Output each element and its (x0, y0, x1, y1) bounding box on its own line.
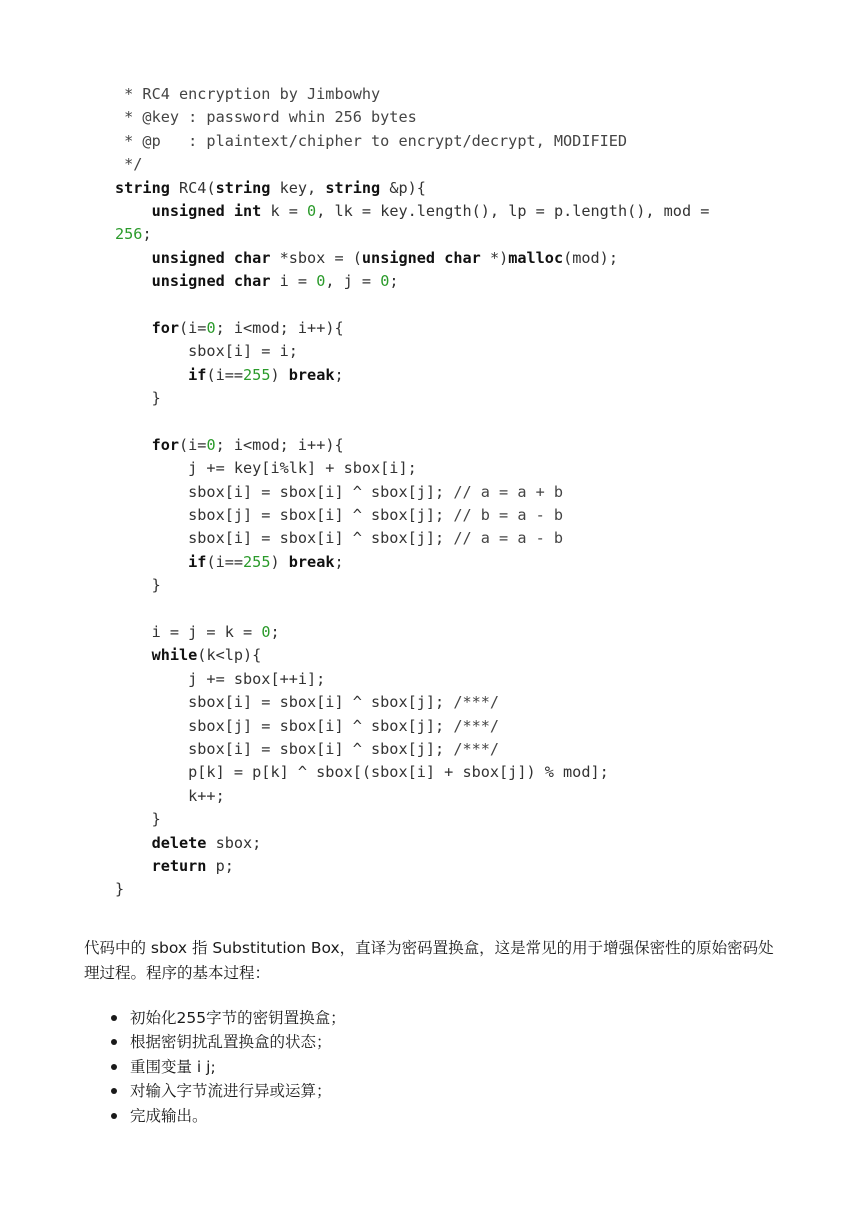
code-line (115, 808, 709, 831)
code-comment: // a = a - b (453, 529, 564, 548)
code-line (115, 785, 709, 808)
code-text: , j = (325, 272, 381, 291)
code-keyword: char (233, 248, 271, 267)
code-keyword: int (233, 201, 262, 220)
code-line (115, 434, 709, 457)
code-line (115, 153, 709, 176)
bullet-icon (111, 1064, 117, 1070)
code-line (115, 738, 709, 761)
code-keyword: char (233, 272, 271, 291)
code-text: sbox[i] = i; (115, 342, 298, 361)
code-text: ; (334, 365, 344, 384)
code-text: sbox[i] = sbox[i] ^ sbox[j]; (115, 739, 454, 758)
code-line (115, 527, 709, 550)
code-text (115, 249, 152, 267)
code-text (115, 646, 152, 664)
code-line (115, 691, 709, 714)
code-comment: /***/ (453, 693, 500, 712)
code-text: ) (270, 552, 289, 571)
code-text: ; (389, 272, 399, 291)
code-line (115, 621, 709, 644)
code-text: } (115, 576, 161, 595)
code-keyword: unsigned (151, 201, 225, 220)
list-item (108, 1006, 346, 1030)
code-text: ; (270, 622, 280, 641)
code-text: (i== (206, 365, 244, 384)
step-text: 对输入字节流进行异或运算； (130, 1082, 332, 1101)
code-line (115, 294, 709, 317)
code-text: i = (270, 272, 317, 291)
code-keyword: if (188, 365, 207, 384)
code-text: (i== (206, 552, 244, 571)
code-line (115, 598, 709, 621)
code-text: j += key[i%lk] + sbox[i]; (115, 459, 417, 478)
code-text (225, 249, 234, 267)
code-text: key, (270, 178, 326, 197)
code-keyword: char (444, 248, 481, 267)
code-text: &p){ (380, 178, 426, 197)
code-text: ; i<mod; i++){ (215, 435, 344, 454)
code-keyword: unsigned (151, 272, 225, 291)
code-line (115, 855, 709, 878)
code-line (115, 504, 709, 527)
code-text: sbox[i] = sbox[i] ^ sbox[j]; (115, 693, 454, 712)
code-number: 0 (380, 272, 390, 291)
code-text: (i= (179, 435, 207, 454)
code-keyword: return (151, 856, 207, 875)
code-line (115, 317, 709, 340)
code-text: j += sbox[++i]; (115, 669, 326, 688)
code-text: ) (270, 365, 289, 384)
code-line (115, 481, 709, 504)
code-text (225, 202, 234, 220)
code-line (115, 715, 709, 738)
code-text: *) (480, 248, 509, 267)
code-line (115, 574, 709, 597)
code-comment: * RC4 encryption by Jimbowhy (115, 85, 381, 103)
code-text: k++; (115, 786, 225, 805)
code-comment: */ (115, 155, 143, 174)
code-number: 255 (243, 365, 271, 384)
code-text: (i= (179, 318, 207, 337)
code-line (115, 878, 709, 901)
code-line (115, 832, 709, 855)
code-number: 0 (206, 435, 216, 454)
code-text: } (115, 880, 125, 899)
code-comment: * @p : plaintext/chipher to encrypt/decrypt, MODIFIED (115, 131, 628, 150)
code-text: k = (261, 201, 308, 220)
code-line (115, 551, 709, 574)
code-text: *sbox = ( (270, 248, 362, 267)
code-keyword: string (115, 178, 170, 197)
code-text: sbox[j] = sbox[i] ^ sbox[j]; (115, 506, 454, 525)
list-item (108, 1055, 346, 1079)
code-number: 0 (261, 622, 271, 641)
code-text: RC4( (169, 178, 216, 197)
list-item (108, 1079, 346, 1103)
code-line (115, 83, 709, 106)
code-text (115, 553, 188, 571)
code-text (115, 834, 152, 852)
code-keyword: string (325, 178, 381, 197)
code-text: (mod); (563, 248, 618, 267)
code-comment: // b = a - b (453, 506, 564, 525)
code-number: 0 (316, 272, 326, 291)
list-item (108, 1104, 346, 1128)
list-item (108, 1030, 346, 1054)
code-line (115, 668, 709, 691)
code-line (115, 247, 709, 270)
code-comment: /***/ (453, 716, 500, 735)
code-text: sbox[j] = sbox[i] ^ sbox[j]; (115, 716, 454, 735)
bullet-icon (111, 1113, 117, 1119)
code-text: (k<lp){ (197, 646, 262, 665)
code-text (115, 436, 152, 454)
code-line (115, 223, 709, 246)
code-number: 255 (243, 552, 271, 571)
code-text (115, 366, 188, 384)
code-text: i = j = k = (115, 622, 262, 641)
code-line (115, 457, 709, 480)
code-keyword: while (151, 646, 198, 665)
code-text: p; (206, 856, 234, 875)
bullet-icon (111, 1015, 117, 1021)
code-keyword: delete (151, 833, 207, 852)
code-line (115, 177, 709, 200)
code-number: 256 (115, 225, 143, 244)
code-line (115, 270, 709, 293)
code-line (115, 130, 709, 153)
bullet-icon (111, 1039, 117, 1045)
code-keyword: unsigned (361, 248, 436, 267)
step-text: 根据密钥扰乱置换盒的状态； (130, 1033, 332, 1052)
code-line (115, 644, 709, 667)
code-line (115, 387, 709, 410)
code-line (115, 761, 709, 784)
code-text (115, 272, 152, 290)
code-text: ; (142, 225, 152, 244)
code-number: 0 (206, 318, 216, 337)
code-comment: * @key : password whin 256 bytes (115, 108, 417, 127)
code-keyword: if (188, 552, 207, 571)
step-text: 完成输出。 (130, 1106, 208, 1125)
step-text: 重围变量 i j; (130, 1057, 216, 1076)
code-keyword: malloc (508, 248, 564, 267)
code-keyword: for (151, 435, 180, 454)
code-text (115, 202, 152, 220)
code-text: p[k] = p[k] ^ sbox[(sbox[i] + sbox[j]) % mod]; (115, 763, 609, 782)
code-text (435, 249, 444, 267)
code-keyword: for (151, 318, 180, 337)
code-text: } (115, 389, 161, 408)
code-text: } (115, 810, 161, 829)
explanation-paragraph: 代码中的 sbox 指 Substitution Box，直译为密码置换盒，这是常见的用于增强保密性的原始密码处理过程。程序的基本过程： (84, 939, 774, 982)
code-comment: /***/ (453, 739, 500, 758)
code-text: sbox[i] = sbox[i] ^ sbox[j]; (115, 529, 454, 548)
process-steps-list (108, 1006, 346, 1128)
code-comment: // a = a + b (453, 482, 564, 501)
bullet-icon (111, 1088, 117, 1094)
code-line (115, 410, 709, 433)
code-number: 0 (307, 201, 317, 220)
code-text: sbox; (206, 833, 262, 852)
code-line (115, 340, 709, 363)
code-line (115, 106, 709, 129)
code-keyword: break (288, 552, 335, 571)
code-keyword: break (288, 365, 335, 384)
code-keyword: unsigned (151, 248, 225, 267)
code-line (115, 364, 709, 387)
code-keyword: string (215, 178, 271, 197)
code-text: ; (334, 552, 344, 571)
code-text: sbox[i] = sbox[i] ^ sbox[j]; (115, 482, 454, 501)
code-text (115, 319, 152, 337)
code-block (115, 83, 709, 902)
code-text: ; i<mod; i++){ (215, 318, 344, 337)
code-text (115, 857, 152, 875)
code-text: , lk = key.length(), lp = p.length(), mod = (316, 201, 710, 220)
code-text (225, 272, 234, 290)
step-text: 初始化255字节的密钥置换盒； (130, 1009, 346, 1027)
code-line (115, 200, 709, 223)
